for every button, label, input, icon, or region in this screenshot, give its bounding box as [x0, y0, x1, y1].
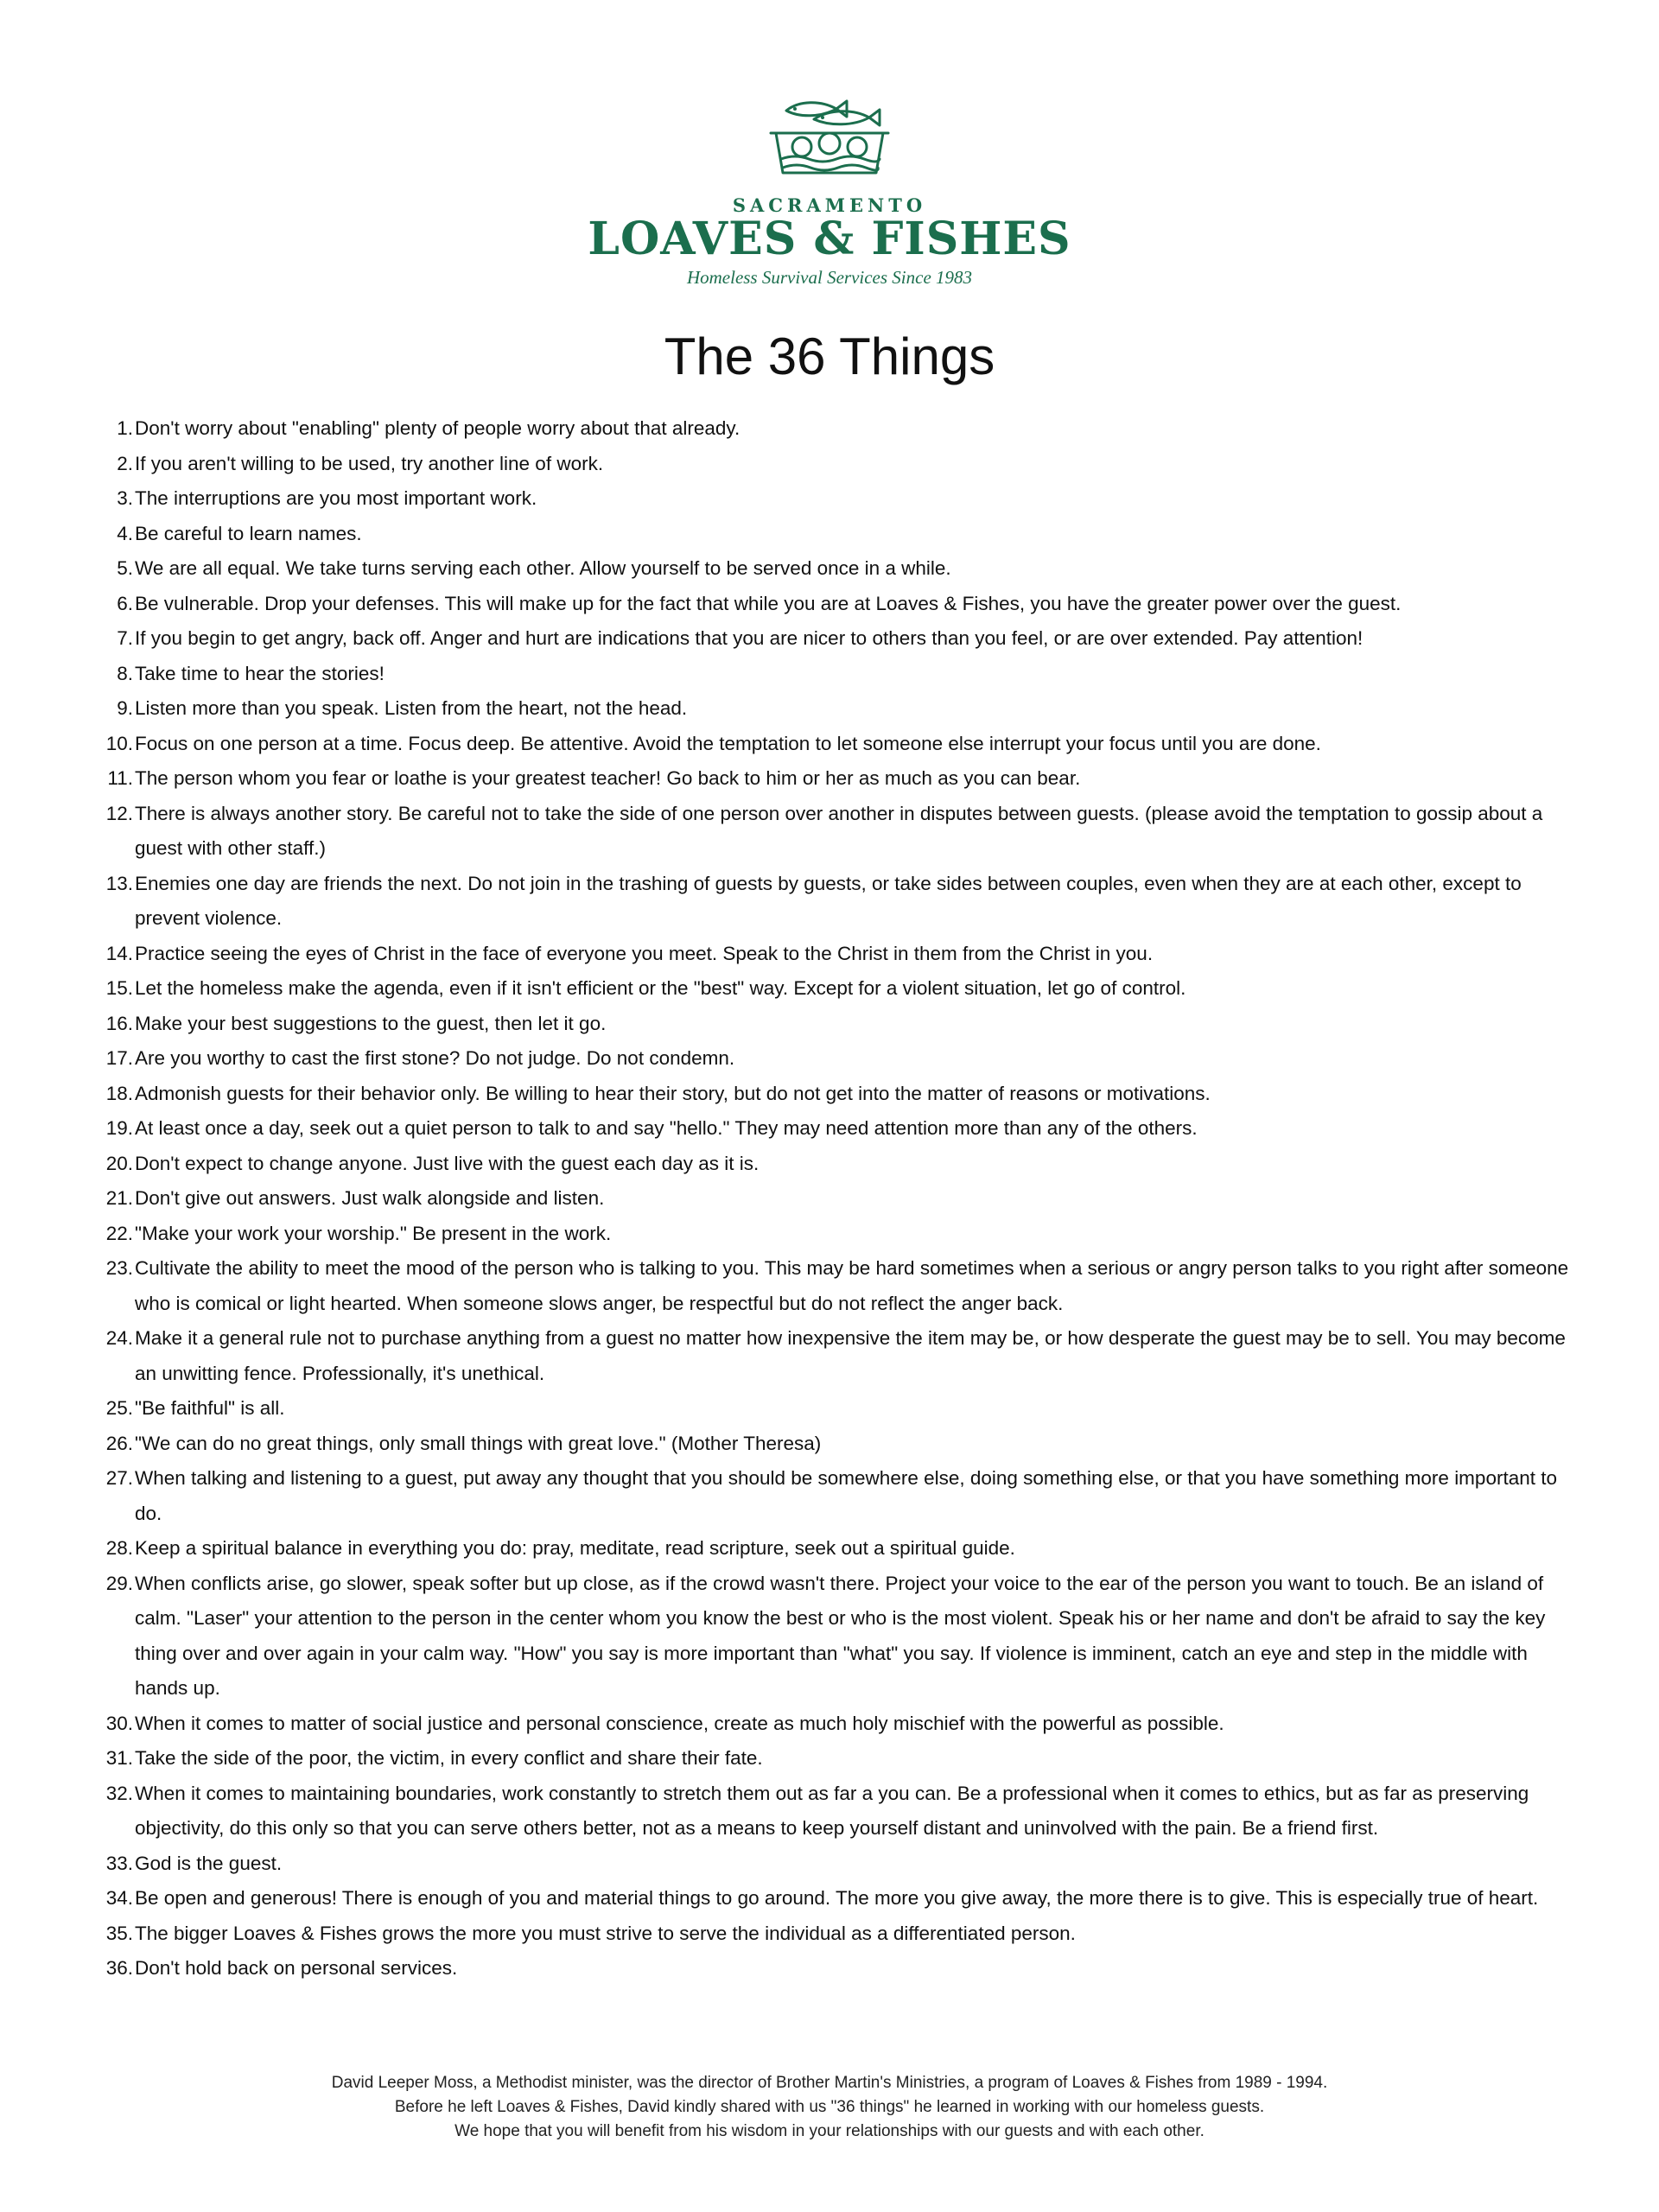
list-item — [102, 1531, 1571, 1567]
list-item-text: "Be faithful" is all. — [135, 1397, 285, 1419]
list-item-text: Let the homeless make the agenda, even if it isn't efficient or the "best" way. Except for a violent situation, let go of control. — [135, 977, 1186, 999]
list-item-text: Be open and generous! There is enough of you and material things to go around. The more you give away, the more there is to give. This is especially true of heart. — [135, 1887, 1539, 1909]
list-item — [102, 1741, 1571, 1777]
list-item — [102, 1777, 1571, 1847]
list-item — [102, 1916, 1571, 1952]
list-item-number: 5. — [117, 557, 133, 579]
list-item-number: 30. — [105, 1712, 133, 1734]
list-item — [102, 971, 1571, 1007]
org-city: SACRAMENTO — [732, 194, 927, 216]
list-item-number: 14. — [105, 942, 133, 964]
list-item-number: 10. — [105, 732, 133, 754]
list-item-text: Are you worthy to cast the first stone? Do not judge. Do not condemn. — [135, 1047, 735, 1069]
list-item — [102, 1111, 1571, 1147]
footer-line-3: We hope that you will benefit from his wisdom in your relationships with our guests and with each other. — [454, 2122, 1205, 2140]
list-item-text: If you begin to get angry, back off. Anger and hurt are indications that you are nicer to others than you feel, or are over extended. Pay attention! — [135, 627, 1363, 649]
org-name: LOAVES & FISHES — [588, 213, 1071, 265]
list-item-number: 31. — [105, 1747, 133, 1769]
list-item-number: 4. — [117, 522, 133, 544]
list-item-text: When talking and listening to a guest, put away any thought that you should be somewhere else, doing something else, or that you have something more important to do. — [135, 1467, 1557, 1524]
list-item-text: We are all equal. We take turns serving each other. Allow yourself to be served once in a while. — [135, 557, 951, 579]
list-item — [102, 621, 1571, 657]
org-logo — [0, 93, 1659, 289]
list-item — [102, 1567, 1571, 1707]
list-item-number: 27. — [105, 1467, 133, 1489]
list-item-number: 28. — [105, 1537, 133, 1559]
list-item-text: Enemies one day are friends the next. Do not join in the trashing of guests by guests, or take sides between couples, even when they are at each other, except to prevent violence. — [135, 872, 1522, 929]
list-item-text: When conflicts arise, go slower, speak softer but up close, as if the crowd wasn't there. Project your voice to the ear of the person you want to touch. Be an island of calm. "Laser" your attention to the person in the center whom you know the best or who is the most violent. Speak his or her name and don't be afraid to say the key thing over and over again in your calm way. "How" you say is more important than "what" you say. If violence is imminent, catch an eye and step in the middle with hands up. — [135, 1572, 1546, 1699]
list-item-number: 36. — [105, 1957, 133, 1979]
list-item-text: The bigger Loaves & Fishes grows the more you must strive to serve the individual as a differentiated person. — [135, 1922, 1076, 1944]
list-item — [102, 1077, 1571, 1112]
list-item-text: Don't expect to change anyone. Just live with the guest each day as it is. — [135, 1152, 760, 1174]
list-item-text: Make your best suggestions to the guest, then let it go. — [135, 1012, 607, 1034]
list-item-text: When it comes to maintaining boundaries, work constantly to stretch them out as far a you can. Be a professional when it comes to ethics, but as far as preserving objectivity, do this only so that you can serve others better, not as a means to keep yourself distant and uninvolved with the pain. Be a friend first. — [135, 1782, 1529, 1839]
list-item-number: 16. — [105, 1012, 133, 1034]
list-item-number: 32. — [105, 1782, 133, 1804]
list-item — [102, 411, 1571, 447]
list-item-text: Take time to hear the stories! — [135, 662, 385, 684]
list-item-text: Listen more than you speak. Listen from the heart, not the head. — [135, 697, 688, 719]
list-item — [102, 1427, 1571, 1462]
list-item-text: Keep a spiritual balance in everything you do: pray, meditate, read scripture, seek out a spiritual guide. — [135, 1537, 1015, 1559]
list-item-text: Admonish guests for their behavior only. Be willing to hear their story, but do not get into the matter of reasons or motivations. — [135, 1082, 1211, 1104]
list-item — [102, 937, 1571, 972]
list-item-text: The interruptions are you most important work. — [135, 487, 537, 509]
list-item-number: 15. — [105, 977, 133, 999]
list-item-text: "We can do no great things, only small things with great love." (Mother Theresa) — [135, 1432, 822, 1454]
list-item — [102, 447, 1571, 482]
list-item — [102, 1181, 1571, 1217]
list-item-number: 35. — [105, 1922, 133, 1944]
list-item — [102, 1147, 1571, 1182]
list-item — [102, 761, 1571, 797]
list-item-number: 33. — [105, 1852, 133, 1874]
list-item-number: 7. — [117, 627, 133, 649]
list-item-text: Cultivate the ability to meet the mood of the person who is talking to you. This may be hard sometimes when a serious or angry person talks to you right after someone who is comical or light hearted. When someone slows anger, be respectful but do not reflect the anger back. — [135, 1257, 1569, 1314]
list-item-number: 2. — [117, 452, 133, 474]
list-item-text: Take the side of the poor, the victim, in every conflict and share their fate. — [135, 1747, 763, 1769]
list-item-text: The person whom you fear or loathe is your greatest teacher! Go back to him or her as much as you can bear. — [135, 767, 1081, 789]
list-item-number: 17. — [105, 1047, 133, 1069]
list-item-text: Be vulnerable. Drop your defenses. This will make up for the fact that while you are at Loaves & Fishes, you have the greater power over the guest. — [135, 592, 1402, 614]
footer-note — [0, 2071, 1659, 2144]
things-list — [102, 411, 1571, 1986]
list-item — [102, 587, 1571, 622]
list-item-number: 11. — [107, 767, 133, 789]
list-item-number: 3. — [117, 487, 133, 509]
list-item-text: Don't give out answers. Just walk alongside and listen. — [135, 1187, 605, 1209]
list-item-number: 19. — [105, 1117, 133, 1139]
org-tagline: Homeless Survival Services Since 1983 — [686, 266, 973, 288]
list-item-text: Don't hold back on personal services. — [135, 1957, 458, 1979]
list-item-text: When it comes to matter of social justice and personal conscience, create as much holy mischief with the powerful as possible. — [135, 1712, 1224, 1734]
list-item-number: 23. — [105, 1257, 133, 1279]
list-item-number: 22. — [105, 1222, 133, 1244]
list-item-number: 34. — [105, 1887, 133, 1909]
list-item — [102, 691, 1571, 727]
list-item-text: Be careful to learn names. — [135, 522, 362, 544]
list-item-number: 24. — [105, 1327, 133, 1349]
fishes-and-loaves-basket-icon — [760, 93, 899, 184]
list-item — [102, 657, 1571, 692]
list-item — [102, 867, 1571, 937]
list-item — [102, 1707, 1571, 1742]
list-item-text: Don't worry about "enabling" plenty of people worry about that already. — [135, 417, 741, 439]
list-item — [102, 1847, 1571, 1882]
list-item — [102, 1391, 1571, 1427]
list-item — [102, 551, 1571, 587]
list-item-text: At least once a day, seek out a quiet person to talk to and say "hello." They may need attention more than any of the others. — [135, 1117, 1198, 1139]
list-item-number: 29. — [105, 1572, 133, 1594]
list-item-number: 12. — [105, 802, 133, 824]
list-item-number: 8. — [117, 662, 133, 684]
list-item-number: 6. — [117, 592, 133, 614]
list-item-number: 13. — [105, 872, 133, 894]
list-item-number: 18. — [105, 1082, 133, 1104]
list-item — [102, 1007, 1571, 1042]
list-item — [102, 797, 1571, 867]
list-item-number: 20. — [105, 1152, 133, 1174]
list-item-number: 21. — [105, 1187, 133, 1209]
list-item-text: There is always another story. Be careful not to take the side of one person over another in disputes between guests. (please avoid the temptation to gossip about a guest with other staff.) — [135, 802, 1543, 859]
list-item-number: 1. — [117, 417, 133, 439]
footer-line-1: David Leeper Moss, a Methodist minister, was the director of Brother Martin's Ministries, a program of Loaves & Fishes from 1989 - 1994. — [331, 2074, 1328, 2092]
list-item-text: Make it a general rule not to purchase anything from a guest no matter how inexpensive the item may be, or how desperate the guest may be to sell. You may become an unwitting fence. Professionally, it's unethical. — [135, 1327, 1566, 1384]
list-item-text: God is the guest. — [135, 1852, 283, 1874]
list-item-number: 26. — [105, 1432, 133, 1454]
list-item — [102, 1881, 1571, 1916]
list-item — [102, 1321, 1571, 1391]
list-item — [102, 1461, 1571, 1531]
list-item — [102, 727, 1571, 762]
list-item-number: 25. — [105, 1397, 133, 1419]
list-item-text: Focus on one person at a time. Focus deep. Be attentive. Avoid the temptation to let someone else interrupt your focus until you are done. — [135, 732, 1321, 754]
footer-line-2: Before he left Loaves & Fishes, David kindly shared with us "36 things" he learned in working with our homeless guests. — [394, 2098, 1265, 2116]
list-item-text: "Make your work your worship." Be present in the work. — [135, 1222, 612, 1244]
page-title: The 36 Things — [664, 327, 995, 385]
list-item — [102, 517, 1571, 552]
list-item-text: If you aren't willing to be used, try another line of work. — [135, 452, 604, 474]
list-item-number: 9. — [117, 697, 133, 719]
list-item — [102, 1217, 1571, 1252]
list-item — [102, 1251, 1571, 1321]
list-item-text: Practice seeing the eyes of Christ in the face of everyone you meet. Speak to the Christ in them from the Christ in you. — [135, 942, 1154, 964]
list-item — [102, 1951, 1571, 1986]
list-item — [102, 481, 1571, 517]
list-item — [102, 1041, 1571, 1077]
